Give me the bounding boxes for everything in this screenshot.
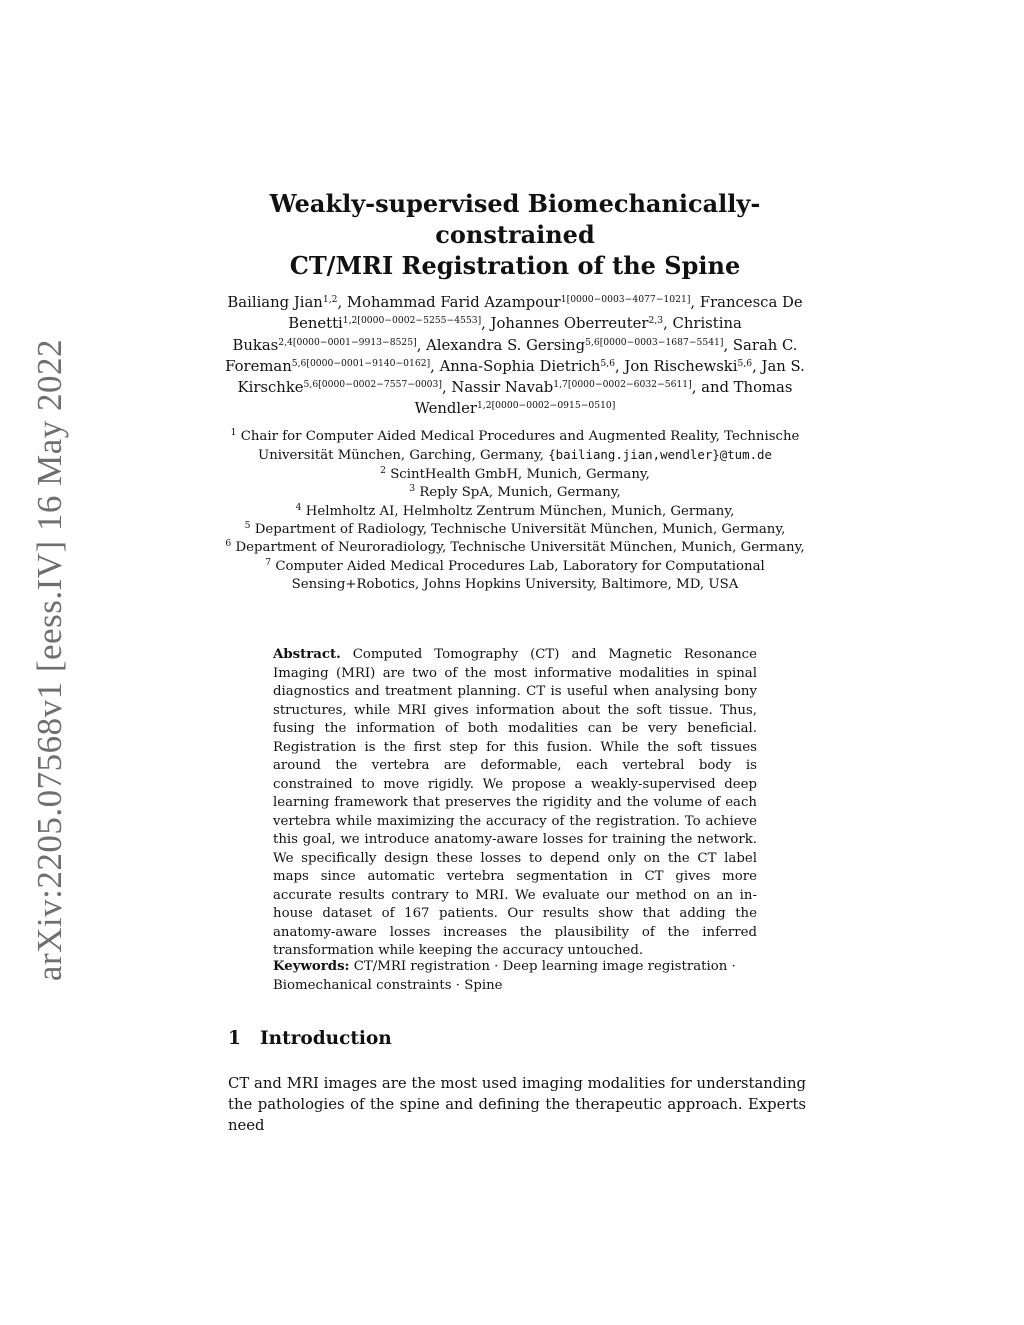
affiliation-4: $^4$ Helmholtz AI, Helmholtz Zentrum München, Munich, Germany,: [295, 501, 735, 519]
affiliation-6: $^6$ Department of Neuroradiology, Technische Universität München, Munich, Germany,: [225, 538, 805, 556]
affiliation-5: $^5$ Department of Radiology, Technische Universität München, Munich, Germany,: [244, 520, 786, 538]
section-number: 1: [228, 1028, 241, 1049]
author: Anna-Sophia Dietrich$^{5,6}$: [439, 357, 615, 375]
abstract-label: Abstract.: [273, 647, 341, 662]
author: Jan S. Kirschke$^{5,6[0000-0002-7557-0003]}$: [237, 357, 805, 397]
contact-email[interactable]: {bailiang.jian,wendler}@tum.de: [548, 447, 772, 463]
abstract: [273, 646, 757, 961]
author: Nassir Navab$^{1,7[0000-0002-6032-5611]}$: [451, 379, 692, 397]
title-line-1: Weakly-supervised Biomechanically-constrained: [269, 189, 761, 249]
author: Christina Bukas$^{2,4[0000-0001-9913-8525]}$: [232, 315, 742, 354]
author: Francesca De Benetti$^{1,2[0000-0002-5255-4553]}$: [288, 294, 803, 333]
arxiv-id: arXiv:2205.07568v1 [eess.IV] 16 May 2022: [30, 338, 69, 982]
affiliations: [200, 428, 830, 595]
affiliation-7-cont: Sensing+Robotics, Johns Hopkins University, Baltimore, MD, USA: [291, 577, 739, 593]
introduction-paragraph: CT and MRI images are the most used imaging modalities for understanding the pathologies of the spine and defining the therapeutic approach. Experts need: [228, 1075, 806, 1134]
keywords: [273, 958, 757, 995]
affiliation-2: $^2$ ScintHealth GmbH, Munich, Germany,: [380, 464, 650, 482]
affiliation-7: $^7$ Computer Aided Medical Procedures Lab, Laboratory for Computational: [265, 556, 765, 574]
paper-title: [200, 188, 830, 281]
affiliation-3: $^3$ Reply SpA, Munich, Germany,: [409, 483, 621, 501]
author: Bailiang Jian$^{1,2}$: [227, 294, 338, 311]
keywords-label: Keywords:: [273, 959, 350, 974]
author: Sarah C. Foreman$^{5,6[0000-0001-9140-0162]}$: [225, 336, 798, 375]
author-list: Bailiang Jian$^{1,2}$, Mohammad Farid Azampour$^{1[0000-0003-4077-1021]}$, Francesca De Benetti$^{1,2[0000-0002-5255-4553]}$, Johannes Oberreuter$^{2,3}$, Christina Bukas$^{2,4[0000-0001-9913-8525]}$, Alexandra S. Gersing$^{5,6[0000-0003-1687-5541]}$, Sarah C. Foreman$^{5,6[0000-0001-9140-0162]}$, Anna-Sophia Dietrich$^{5,6}$, Jon Rischewski$^{5,6}$, Jan S. Kirschke$^{5,6[0000-0002-7557-0003]}$, Nassir Navab$^{1,7[0000-0002-6032-5611]}$, and Thomas Wendler$^{1,2[0000-0002-0915-0510]}$: [225, 294, 805, 418]
title-line-2: CT/MRI Registration of the Spine: [289, 251, 741, 280]
author: Jon Rischewski$^{5,6}$: [624, 357, 753, 375]
abstract-text: Computed Tomography (CT) and Magnetic Resonance Imaging (MRI) are two of the most informative modalities in spinal diagnostics and treatment planning. CT is useful when analysing bony structures, while MRI gives information about the soft tissue. Thus, fusing the information of both modalities can be very beneficial. Registration is the first step for this fusion. While the soft tissues around the vertebra are deformable, each vertebral body is constrained to move rigidly. We propose a weakly-supervised deep learning framework that preserves the rigidity and the volume of each vertebra while maximizing the accuracy of the registration. To achieve this goal, we introduce anatomy-aware losses for training the network. We specifically design these losses to depend only on the CT label maps since automatic vertebra segmentation in CT gives more accurate results contrary to MRI. We evaluate our method on an in-house dataset of 167 patients. Our results show that adding the anatomy-aware losses increases the plausibility of the inferred transformation while keeping the accuracy untouched.: [273, 647, 757, 958]
affiliation-1-cont: Universität München, Garching, Germany, {bailiang.jian,wendler}@tum.de: [258, 447, 772, 464]
section-heading-introduction: [228, 1028, 392, 1049]
author: Mohammad Farid Azampour$^{1[0000-0003-4077-1021]}$: [346, 294, 691, 311]
author: Johannes Oberreuter$^{2,3}$: [490, 315, 664, 333]
author: Alexandra S. Gersing$^{5,6[0000-0003-1687-5541]}$: [426, 336, 724, 354]
section-title: Introduction: [260, 1028, 392, 1049]
keywords-text: CT/MRI registration · Deep learning image registration · Biomechanical constraints · Spine: [273, 959, 736, 993]
affiliation-1: $^1$ Chair for Computer Aided Medical Procedures and Augmented Reality, Technische: [230, 427, 800, 444]
author: Thomas Wendler$^{1,2[0000-0002-0915-0510]}$: [414, 379, 793, 418]
